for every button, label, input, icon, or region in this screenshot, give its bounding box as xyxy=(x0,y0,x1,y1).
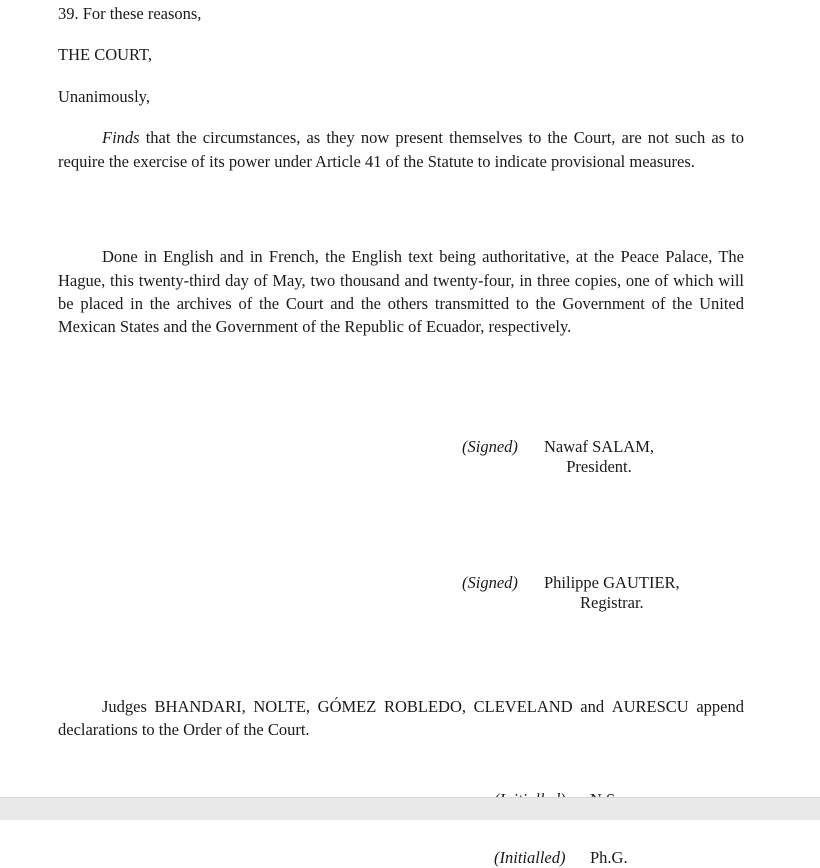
signatory-name-suffix: , xyxy=(675,572,680,592)
initialled-label: (Initialled) xyxy=(494,847,566,867)
the-court-text: THE COURT, xyxy=(58,45,153,65)
judges-last-name: AURESCU xyxy=(611,696,689,716)
judges-tail-text: append declarations to the Order of the Court. xyxy=(58,696,744,740)
finds-paragraph xyxy=(58,126,744,173)
signatory-name-group xyxy=(544,437,654,477)
finds-body-text: that the circumstances, as they now present themselves to the Court, are not such as to require the exercise of its power under Article 41 of the Statute to indicate provisional measures. xyxy=(58,128,744,171)
signatory-given-name: Philippe xyxy=(544,572,604,592)
judges-declarations-paragraph xyxy=(58,695,744,742)
done-paragraph: Done in English and in French, the English text being authoritative, at the Peace Palace, The Hague, this twenty-third day of May, two thousand and twenty-four, in three copies, one of which will be placed in the archives of the Court and the others transmitted to the Government of the United Mexican States and the Government of the Republic of Ecuador, respectively. xyxy=(58,247,744,337)
signatory-given-name: Nawaf xyxy=(544,436,593,456)
signatory-name xyxy=(544,573,680,592)
judges-names: BHANDARI, NOLTE, GÓMEZ ROBLEDO, CLEVELAND xyxy=(154,696,573,716)
signatory-surname: GAUTIER xyxy=(603,572,676,592)
signature-president xyxy=(58,437,744,477)
initials-registrar xyxy=(58,848,744,868)
unanimity-line: Unanimously, xyxy=(58,86,150,106)
signed-label: (Signed) xyxy=(462,436,518,456)
signatory-role: President. xyxy=(566,456,632,476)
signatory-name xyxy=(544,437,654,456)
initials-value: Ph.G. xyxy=(590,847,628,867)
signed-label: (Signed) xyxy=(462,572,518,592)
judges-conjunction: and xyxy=(572,696,612,716)
viewer-footer-bar xyxy=(0,797,820,820)
paragraph-intro: 39. For these reasons, xyxy=(58,4,202,23)
signatory-name-suffix: , xyxy=(649,436,654,456)
signature-registrar xyxy=(58,573,744,613)
signatory-surname: SALAM xyxy=(592,436,650,456)
signatory-name-group xyxy=(544,573,680,613)
signatory-role: Registrar. xyxy=(579,592,644,612)
judges-lead-word: Judges xyxy=(102,696,155,716)
the-court-heading xyxy=(58,43,744,66)
finds-lead-word: Finds xyxy=(102,128,140,148)
document-content xyxy=(58,0,744,868)
